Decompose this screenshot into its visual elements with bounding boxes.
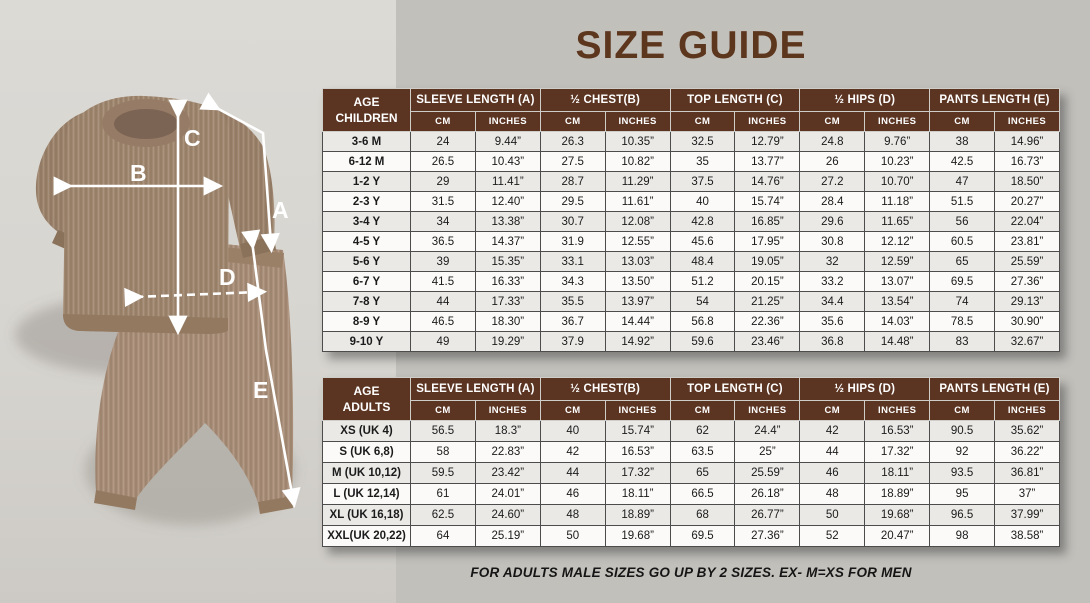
cell-value: 51.5 — [930, 192, 995, 212]
cell-value: 38 — [930, 132, 995, 152]
cell-value: 20.47” — [865, 526, 930, 547]
age-title: AGE — [353, 94, 380, 109]
cell-value: 22.04” — [995, 212, 1060, 232]
size-row — [323, 526, 1060, 547]
cell-value: 13.77” — [735, 152, 800, 172]
unit-header: INCHES — [995, 112, 1060, 132]
cell-value: 15.35” — [475, 252, 540, 272]
cell-value: 18.30” — [475, 312, 540, 332]
cell-value: 26 — [800, 152, 865, 172]
cell-value: 9.44” — [475, 132, 540, 152]
age-cell: 3-4 Y — [323, 212, 411, 232]
cell-value: 42.8 — [670, 212, 735, 232]
measurement-label-e: E — [253, 377, 269, 403]
measure-group-header: ½ CHEST(B) — [540, 378, 670, 401]
children-size-table — [322, 88, 1060, 352]
measure-group-header: SLEEVE LENGTH (A) — [411, 378, 541, 401]
cell-value: 15.74” — [605, 421, 670, 442]
cell-value: 13.38” — [475, 212, 540, 232]
cell-value: 34.4 — [800, 292, 865, 312]
cell-value: 18.11” — [605, 484, 670, 505]
cell-value: 18.89” — [865, 484, 930, 505]
cell-value: 24 — [411, 132, 476, 152]
cell-value: 48.4 — [670, 252, 735, 272]
cell-value: 18.89” — [605, 505, 670, 526]
cell-value: 61 — [411, 484, 476, 505]
cell-value: 20.15” — [735, 272, 800, 292]
cell-value: 95 — [930, 484, 995, 505]
cell-value: 83 — [930, 332, 995, 352]
cell-value: 35.5 — [540, 292, 605, 312]
measure-group-header: ½ HIPS (D) — [800, 378, 930, 401]
footer-note: FOR ADULTS MALE SIZES GO UP BY 2 SIZES. EX- M=XS FOR MEN — [470, 565, 912, 580]
cell-value: 56.8 — [670, 312, 735, 332]
cell-value: 27.2 — [800, 172, 865, 192]
cell-value: 66.5 — [670, 484, 735, 505]
age-subtitle: CHILDREN — [335, 111, 398, 125]
header-row-groups — [323, 89, 1060, 112]
cell-value: 36.81” — [995, 463, 1060, 484]
header-row-groups — [323, 378, 1060, 401]
cell-value: 40 — [670, 192, 735, 212]
age-cell: 9-10 Y — [323, 332, 411, 352]
size-row — [323, 332, 1060, 352]
cell-value: 62.5 — [411, 505, 476, 526]
cell-value: 24.8 — [800, 132, 865, 152]
cell-value: 30.90” — [995, 312, 1060, 332]
cell-value: 74 — [930, 292, 995, 312]
cell-value: 23.81” — [995, 232, 1060, 252]
cell-value: 42 — [540, 442, 605, 463]
cell-value: 35 — [670, 152, 735, 172]
age-cell: S (UK 6,8) — [323, 442, 411, 463]
cell-value: 10.23” — [865, 152, 930, 172]
size-row — [323, 463, 1060, 484]
measure-group-header: TOP LENGTH (C) — [670, 89, 800, 112]
age-cell: 4-5 Y — [323, 232, 411, 252]
cell-value: 29.5 — [540, 192, 605, 212]
cell-value: 56.5 — [411, 421, 476, 442]
cell-value: 65 — [670, 463, 735, 484]
cell-value: 12.59” — [865, 252, 930, 272]
cell-value: 28.4 — [800, 192, 865, 212]
unit-header: CM — [800, 112, 865, 132]
cell-value: 31.9 — [540, 232, 605, 252]
cell-value: 17.32” — [865, 442, 930, 463]
unit-header: INCHES — [475, 401, 540, 421]
cell-value: 17.95” — [735, 232, 800, 252]
cell-value: 38.58” — [995, 526, 1060, 547]
page-title: SIZE GUIDE — [575, 24, 807, 67]
cell-value: 28.7 — [540, 172, 605, 192]
size-row — [323, 421, 1060, 442]
cell-value: 13.54” — [865, 292, 930, 312]
unit-header: INCHES — [865, 112, 930, 132]
size-row — [323, 484, 1060, 505]
cell-value: 9.76” — [865, 132, 930, 152]
cell-value: 13.07” — [865, 272, 930, 292]
cell-value: 31.5 — [411, 192, 476, 212]
cell-value: 37” — [995, 484, 1060, 505]
measure-group-header: ½ HIPS (D) — [800, 89, 930, 112]
measure-group-header: PANTS LENGTH (E) — [930, 89, 1060, 112]
cell-value: 27.36” — [735, 526, 800, 547]
cell-value: 33.2 — [800, 272, 865, 292]
cell-value: 58 — [411, 442, 476, 463]
age-cell: 2-3 Y — [323, 192, 411, 212]
cell-value: 26.77” — [735, 505, 800, 526]
cell-value: 22.83” — [475, 442, 540, 463]
cell-value: 12.12” — [865, 232, 930, 252]
age-cell: 3-6 M — [323, 132, 411, 152]
cell-value: 56 — [930, 212, 995, 232]
cell-value: 50 — [540, 526, 605, 547]
cell-value: 36.5 — [411, 232, 476, 252]
unit-header: INCHES — [735, 112, 800, 132]
cell-value: 16.53” — [605, 442, 670, 463]
age-cell: XXL(UK 20,22) — [323, 526, 411, 547]
size-row — [323, 272, 1060, 292]
cell-value: 51.2 — [670, 272, 735, 292]
cell-value: 35.62” — [995, 421, 1060, 442]
size-row — [323, 442, 1060, 463]
age-cell: 5-6 Y — [323, 252, 411, 272]
measure-group-header: PANTS LENGTH (E) — [930, 378, 1060, 401]
unit-header: INCHES — [735, 401, 800, 421]
cell-value: 24.60” — [475, 505, 540, 526]
cell-value: 24.4” — [735, 421, 800, 442]
header-row-units — [323, 112, 1060, 132]
cell-value: 11.29” — [605, 172, 670, 192]
cell-value: 14.03” — [865, 312, 930, 332]
cell-value: 36.8 — [800, 332, 865, 352]
cell-value: 10.70” — [865, 172, 930, 192]
size-row — [323, 212, 1060, 232]
cell-value: 29.13” — [995, 292, 1060, 312]
cell-value: 34 — [411, 212, 476, 232]
unit-header: CM — [670, 112, 735, 132]
unit-header: INCHES — [605, 112, 670, 132]
cell-value: 11.41” — [475, 172, 540, 192]
age-cell: L (UK 12,14) — [323, 484, 411, 505]
cell-value: 12.08” — [605, 212, 670, 232]
cell-value: 11.65” — [865, 212, 930, 232]
cell-value: 96.5 — [930, 505, 995, 526]
cell-value: 46.5 — [411, 312, 476, 332]
cell-value: 36.22” — [995, 442, 1060, 463]
cell-value: 52 — [800, 526, 865, 547]
size-row — [323, 192, 1060, 212]
cell-value: 26.3 — [540, 132, 605, 152]
cell-value: 11.18” — [865, 192, 930, 212]
cell-value: 25.19” — [475, 526, 540, 547]
cell-value: 32.5 — [670, 132, 735, 152]
cell-value: 48 — [540, 505, 605, 526]
cell-value: 19.05” — [735, 252, 800, 272]
cell-value: 19.68” — [605, 526, 670, 547]
cell-value: 16.33” — [475, 272, 540, 292]
cell-value: 15.74” — [735, 192, 800, 212]
measurement-label-b: B — [130, 160, 147, 186]
cell-value: 17.33” — [475, 292, 540, 312]
cell-value: 25.59” — [735, 463, 800, 484]
cell-value: 63.5 — [670, 442, 735, 463]
cell-value: 14.44” — [605, 312, 670, 332]
cell-value: 23.42” — [475, 463, 540, 484]
age-column-header — [323, 378, 411, 421]
cell-value: 50 — [800, 505, 865, 526]
cell-value: 25” — [735, 442, 800, 463]
cell-value: 54 — [670, 292, 735, 312]
cell-value: 69.5 — [930, 272, 995, 292]
cell-value: 14.96” — [995, 132, 1060, 152]
cell-value: 60.5 — [930, 232, 995, 252]
cell-value: 44 — [540, 463, 605, 484]
size-row — [323, 312, 1060, 332]
size-row — [323, 132, 1060, 152]
cell-value: 24.01” — [475, 484, 540, 505]
cell-value: 69.5 — [670, 526, 735, 547]
unit-header: INCHES — [865, 401, 930, 421]
unit-header: INCHES — [475, 112, 540, 132]
cell-value: 32.67” — [995, 332, 1060, 352]
size-row — [323, 172, 1060, 192]
cell-value: 26.5 — [411, 152, 476, 172]
children-size-table-wrap — [322, 88, 1060, 352]
unit-header: INCHES — [605, 401, 670, 421]
age-cell: M (UK 10,12) — [323, 463, 411, 484]
age-column-header — [323, 89, 411, 132]
age-cell: 8-9 Y — [323, 312, 411, 332]
unit-header: CM — [540, 401, 605, 421]
cell-value: 45.6 — [670, 232, 735, 252]
cell-value: 30.7 — [540, 212, 605, 232]
age-subtitle: ADULTS — [342, 400, 391, 414]
size-row — [323, 152, 1060, 172]
cell-value: 18.11” — [865, 463, 930, 484]
cell-value: 14.37” — [475, 232, 540, 252]
cell-value: 64 — [411, 526, 476, 547]
cell-value: 37.9 — [540, 332, 605, 352]
cell-value: 59.5 — [411, 463, 476, 484]
adults-size-table-wrap — [322, 377, 1060, 547]
age-title: AGE — [353, 383, 380, 398]
unit-header: CM — [411, 112, 476, 132]
cell-value: 90.5 — [930, 421, 995, 442]
cell-value: 49 — [411, 332, 476, 352]
cell-value: 16.53” — [865, 421, 930, 442]
cell-value: 11.61” — [605, 192, 670, 212]
cell-value: 14.76” — [735, 172, 800, 192]
cell-value: 16.85” — [735, 212, 800, 232]
cell-value: 13.50” — [605, 272, 670, 292]
cell-value: 12.55” — [605, 232, 670, 252]
cell-value: 10.82” — [605, 152, 670, 172]
unit-header: CM — [930, 112, 995, 132]
cell-value: 47 — [930, 172, 995, 192]
cell-value: 20.27” — [995, 192, 1060, 212]
cell-value: 46 — [540, 484, 605, 505]
cell-value: 32 — [800, 252, 865, 272]
size-row — [323, 232, 1060, 252]
cell-value: 18.3” — [475, 421, 540, 442]
cell-value: 36.7 — [540, 312, 605, 332]
cell-value: 13.97” — [605, 292, 670, 312]
unit-header: CM — [670, 401, 735, 421]
unit-header: CM — [411, 401, 476, 421]
measure-group-header: SLEEVE LENGTH (A) — [411, 89, 541, 112]
cell-value: 40 — [540, 421, 605, 442]
cell-value: 92 — [930, 442, 995, 463]
cell-value: 37.99” — [995, 505, 1060, 526]
unit-header: CM — [800, 401, 865, 421]
cell-value: 37.5 — [670, 172, 735, 192]
cell-value: 16.73” — [995, 152, 1060, 172]
cell-value: 39 — [411, 252, 476, 272]
cell-value: 62 — [670, 421, 735, 442]
cell-value: 35.6 — [800, 312, 865, 332]
cell-value: 10.35” — [605, 132, 670, 152]
cell-value: 93.5 — [930, 463, 995, 484]
unit-header: CM — [540, 112, 605, 132]
cell-value: 68 — [670, 505, 735, 526]
size-row — [323, 505, 1060, 526]
cell-value: 78.5 — [930, 312, 995, 332]
cell-value: 14.48” — [865, 332, 930, 352]
cell-value: 33.1 — [540, 252, 605, 272]
age-cell: XL (UK 16,18) — [323, 505, 411, 526]
age-cell: XS (UK 4) — [323, 421, 411, 442]
cell-value: 42.5 — [930, 152, 995, 172]
cell-value: 41.5 — [411, 272, 476, 292]
cell-value: 27.36” — [995, 272, 1060, 292]
cell-value: 23.46” — [735, 332, 800, 352]
cell-value: 26.18” — [735, 484, 800, 505]
size-row — [323, 292, 1060, 312]
cell-value: 18.50” — [995, 172, 1060, 192]
cell-value: 34.3 — [540, 272, 605, 292]
cell-value: 29 — [411, 172, 476, 192]
age-cell: 6-12 M — [323, 152, 411, 172]
size-row — [323, 252, 1060, 272]
cell-value: 21.25” — [735, 292, 800, 312]
unit-header: INCHES — [995, 401, 1060, 421]
cell-value: 42 — [800, 421, 865, 442]
cell-value: 44 — [411, 292, 476, 312]
adults-size-table — [322, 377, 1060, 547]
cell-value: 46 — [800, 463, 865, 484]
cell-value: 19.68” — [865, 505, 930, 526]
cell-value: 29.6 — [800, 212, 865, 232]
measurement-label-c: C — [184, 125, 201, 151]
cell-value: 48 — [800, 484, 865, 505]
measure-group-header: ½ CHEST(B) — [540, 89, 670, 112]
age-cell: 7-8 Y — [323, 292, 411, 312]
age-cell: 6-7 Y — [323, 272, 411, 292]
measurement-label-d: D — [219, 264, 236, 290]
cell-value: 10.43” — [475, 152, 540, 172]
cell-value: 14.92” — [605, 332, 670, 352]
cell-value: 12.79” — [735, 132, 800, 152]
cell-value: 22.36” — [735, 312, 800, 332]
measurement-label-a: A — [272, 197, 289, 223]
cell-value: 13.03” — [605, 252, 670, 272]
cell-value: 44 — [800, 442, 865, 463]
cell-value: 12.40” — [475, 192, 540, 212]
cell-value: 27.5 — [540, 152, 605, 172]
cell-value: 30.8 — [800, 232, 865, 252]
measure-group-header: TOP LENGTH (C) — [670, 378, 800, 401]
cell-value: 25.59” — [995, 252, 1060, 272]
unit-header: CM — [930, 401, 995, 421]
age-cell: 1-2 Y — [323, 172, 411, 192]
cell-value: 19.29” — [475, 332, 540, 352]
cell-value: 17.32” — [605, 463, 670, 484]
header-row-units — [323, 401, 1060, 421]
cell-value: 65 — [930, 252, 995, 272]
cell-value: 59.6 — [670, 332, 735, 352]
cell-value: 98 — [930, 526, 995, 547]
